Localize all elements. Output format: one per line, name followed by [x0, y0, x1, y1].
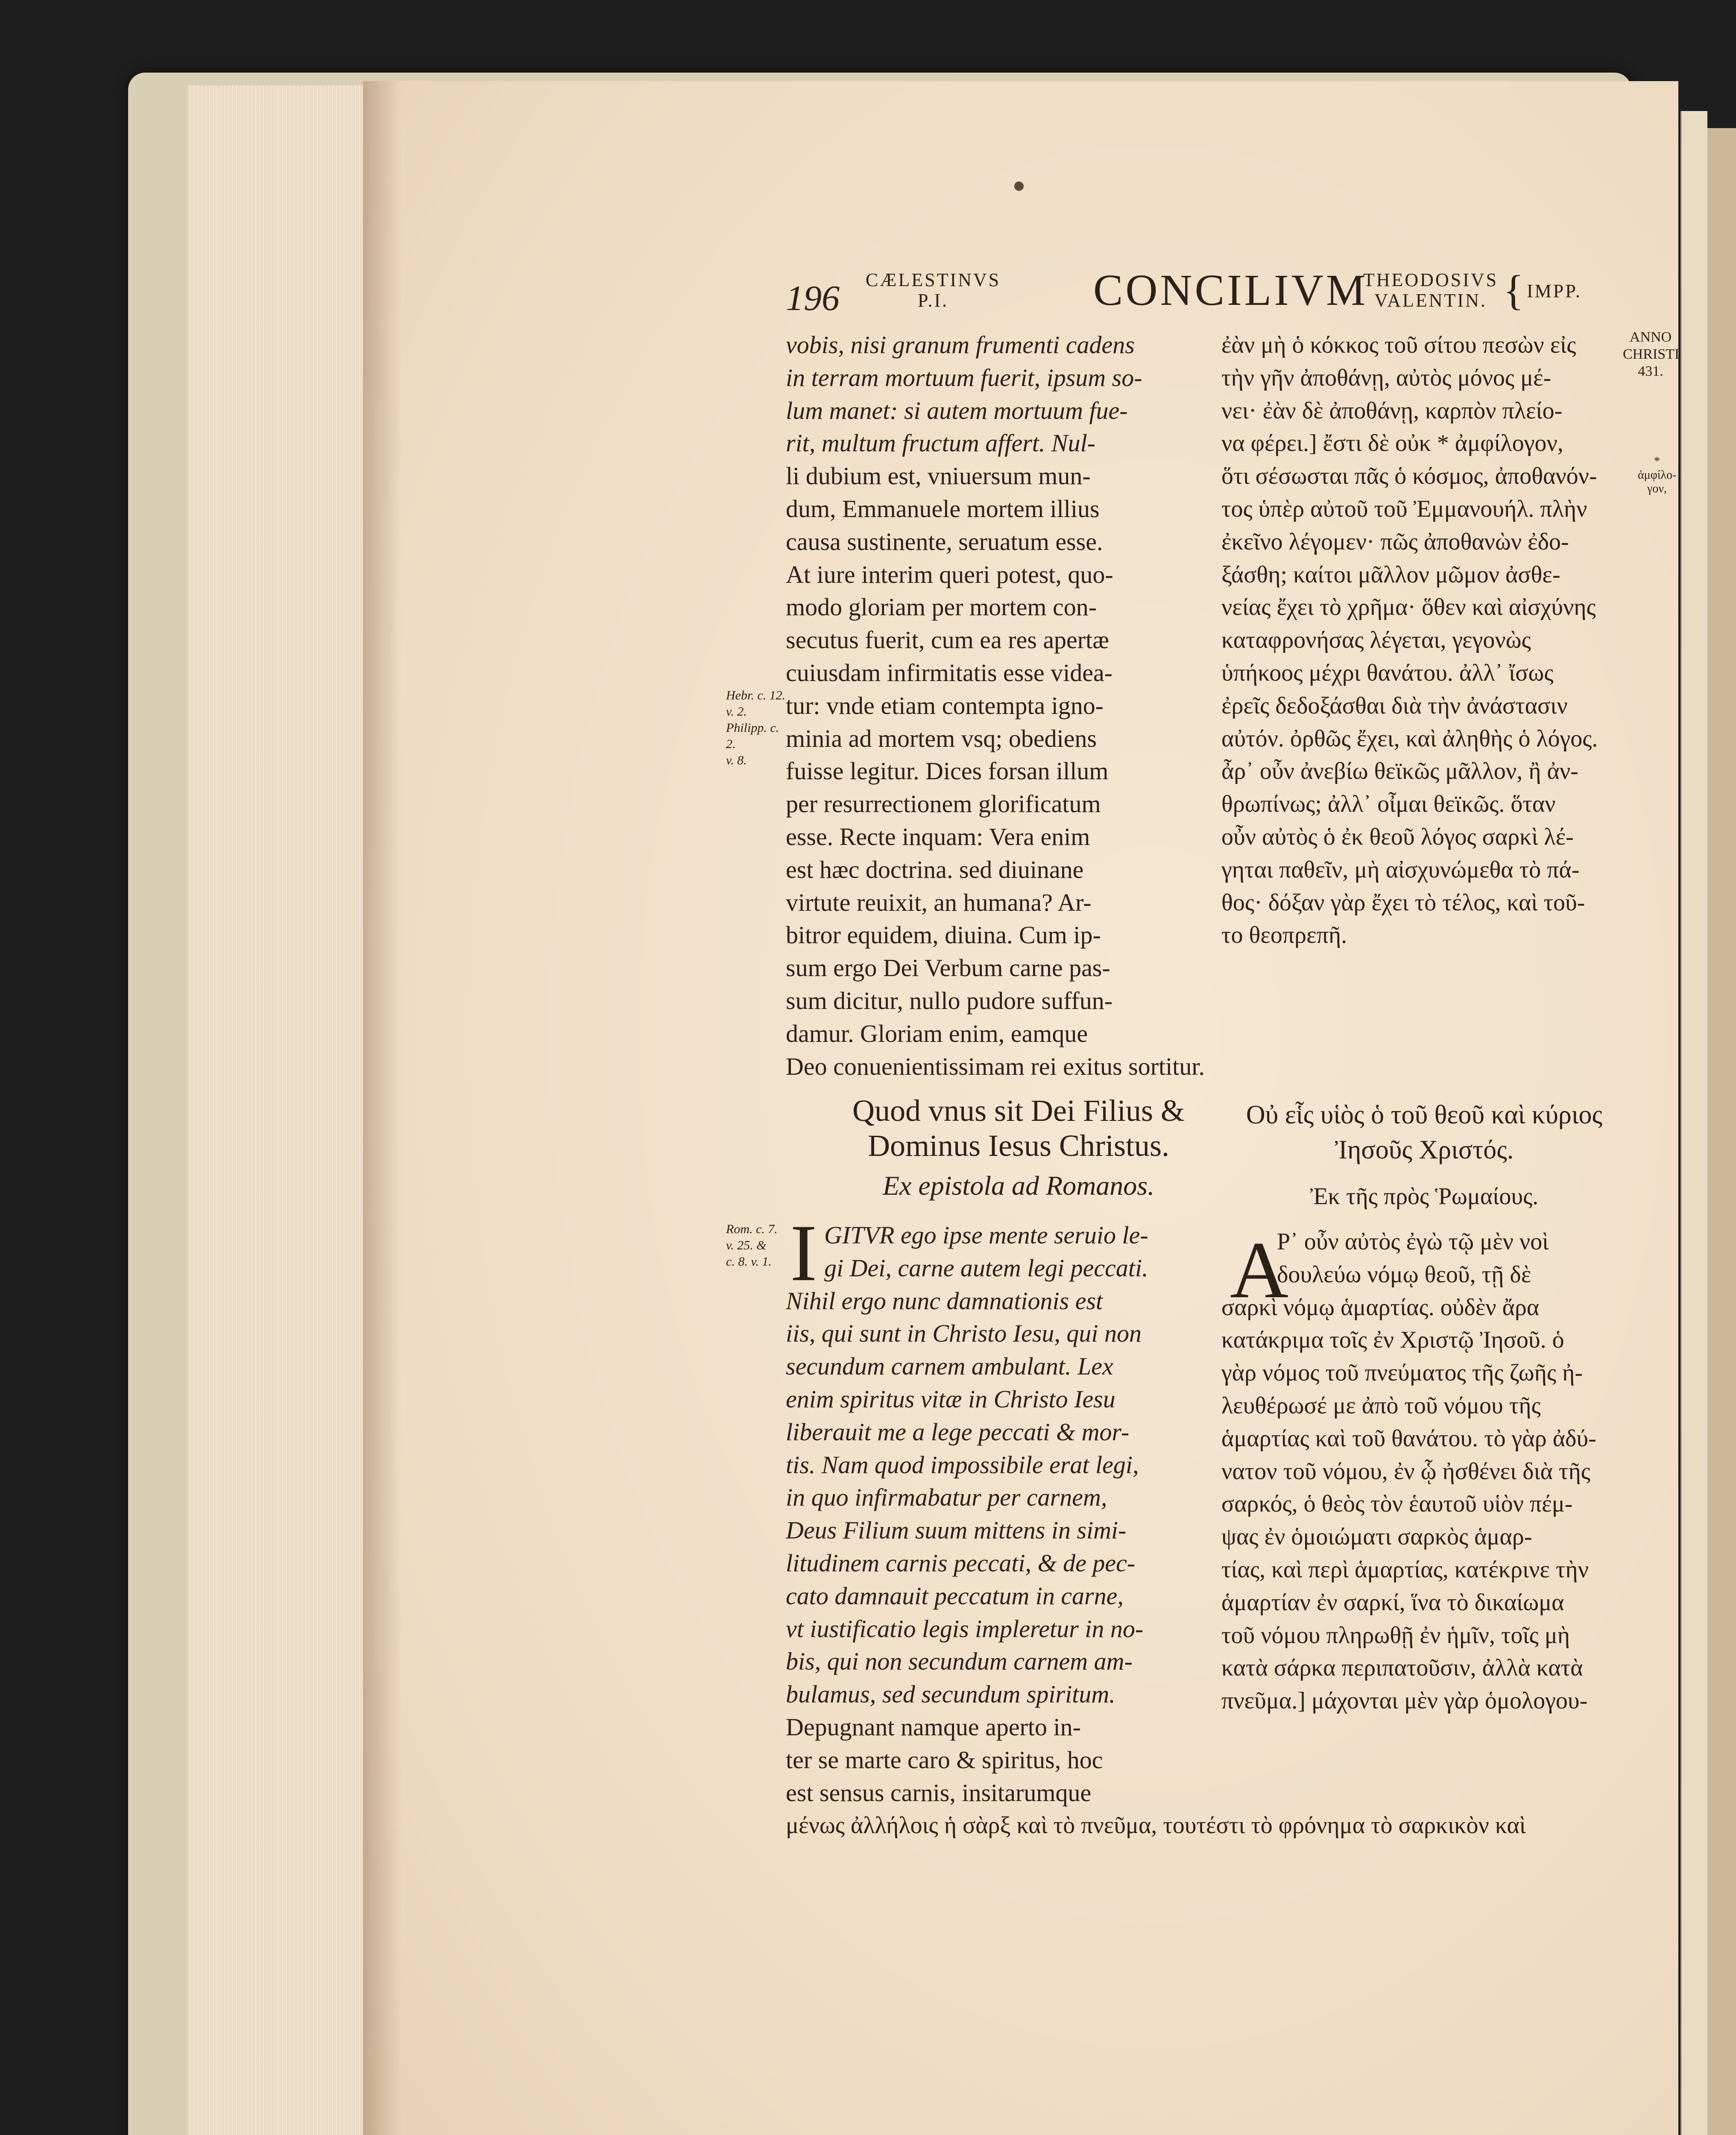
text-line: cato damnauit peccatum in carne, — [786, 1582, 1124, 1610]
section-heading-greek — [1221, 1097, 1627, 1167]
text-line: fuisse legitur. Dices forsan illum — [786, 757, 1109, 785]
year: 431. — [1638, 363, 1663, 379]
text-line: ἐκεῖνο λέγομεν· πῶς ἀποθανὼν ἐδο- — [1221, 528, 1569, 555]
text-line: οὖν αὐτὸς ὁ ἐκ θεοῦ λόγος σαρκὶ λέ- — [1221, 823, 1574, 850]
text-line: ἁμαρτίας καὶ τοῦ θανάτου. τὸ γὰρ ἀδύ- — [1221, 1425, 1596, 1452]
dropcap-latin: I — [790, 1208, 817, 1298]
text-line: γὰρ νόμος τοῦ πνεύματος τῆς ζωῆς ἠ- — [1221, 1360, 1583, 1386]
text-line: αὐτόν. ὀρθῶς ἔχει, καὶ ἀληθὴς ὁ λόγος. — [1221, 725, 1598, 752]
text-line: ter se marte caro & spiritus, hoc — [786, 1746, 1103, 1774]
text-line: θρωπίνως; ἀλλ᾽ οἶμαι θεϊκῶς. ὅταν — [1221, 791, 1556, 818]
text-line: ἁμαρτίαν ἐν σαρκί, ἵνα τὸ δικαίωμα — [1221, 1589, 1564, 1616]
text-line: νείας ἔχει τὸ χρῆμα· ὅθεν καὶ αἰσχύνης — [1221, 594, 1596, 621]
final-greek-line: μένως ἀλλήλοις ἡ σὰρξ καὶ τὸ πνεῦμα, τουτέστι τὸ φρόνημα τὸ σαρκικὸν καὶ — [786, 1812, 1526, 1839]
brace: { — [1503, 266, 1524, 314]
text-line: Nihil ergo nunc damnationis est — [786, 1287, 1103, 1315]
text-line: σαρκός, ὁ θεὸς τὸν ἑαυτοῦ υἱὸν πέμ- — [1221, 1491, 1573, 1518]
ink-spot — [1014, 181, 1024, 191]
text-line: νει· ἐὰν δὲ ἀποθάνῃ, καρπὸν πλείο- — [1221, 397, 1563, 424]
text-line: Ρ᾽ οὖν αὐτὸς ἐγὼ τῷ μὲν νοὶ — [1277, 1228, 1549, 1255]
text-line: ξάσθη; καίτοι μᾶλλον μῶμον ἀσθε- — [1221, 561, 1560, 588]
text-line: tis. Nam quod impossibile erat legi, — [786, 1451, 1139, 1479]
text-line: secutus fuerit, cum ea res apertæ — [786, 626, 1109, 654]
text-line: bitror equidem, diuina. Cum ip- — [786, 921, 1101, 949]
margin-ref-rom — [726, 1221, 790, 1270]
text-line: modo gloriam per mortem con- — [786, 593, 1097, 621]
text-line: vobis, nisi granum frumenti cadens — [786, 331, 1135, 359]
text-line: virtute reuixit, an humana? Ar- — [786, 888, 1092, 916]
margin-note-greek-2: γον, — [1647, 482, 1667, 495]
text-line: est hæc doctrina. sed diuinane — [786, 855, 1084, 883]
heading-line: Ἰησοῦς Χριστός. — [1335, 1135, 1514, 1164]
text-line: GITVR ego ipse mente seruio le- — [824, 1221, 1148, 1249]
text-line: νατον τοῦ νόμου, ἐν ᾧ ἠσθένει διὰ τῆς — [1221, 1458, 1590, 1485]
greek-column-bottom — [1221, 1225, 1631, 1717]
text-line: esse. Recte inquam: Vera enim — [786, 822, 1090, 851]
margin-ref-hebr — [726, 687, 790, 769]
heading-line: Quod vnus sit Dei Filius & — [852, 1094, 1185, 1128]
text-line: Depugnant namque aperto in- — [786, 1713, 1081, 1741]
text-line: in quo infirmabatur per carnem, — [786, 1483, 1107, 1512]
text-line: σαρκὶ νόμῳ ἁμαρτίας. οὐδὲν ἄρα — [1221, 1294, 1540, 1321]
subheading-latin: Ex epistola ad Romanos. — [882, 1170, 1155, 1201]
text-line: vt iustificatio legis impleretur in no- — [786, 1614, 1144, 1643]
text-line: minia ad mortem vsq; obediens — [786, 724, 1097, 752]
text-line: sum ergo Dei Verbum carne pas- — [786, 954, 1110, 982]
margin-note-greek — [1638, 455, 1676, 496]
text-line: καταφρονήσας λέγεται, γεγονὼς — [1221, 627, 1531, 654]
text-line: iis, qui sunt in Christo Iesu, qui non — [786, 1319, 1142, 1348]
text-line: est sensus carnis, insitarumque — [786, 1778, 1092, 1807]
text-line: ἐρεῖς δεδοξάσθαι διὰ τὴν ἀνάστασιν — [1221, 692, 1568, 719]
margin-note-greek-1: * ἀμφίλο- — [1638, 455, 1677, 482]
text-line: dum, Emmanuele mortem illius — [786, 494, 1100, 523]
ref-line: Rom. c. 7. — [726, 1222, 778, 1236]
text-line: ὅτι σέσωσται πᾶς ὁ κόσμος, ἀποθανόν- — [1221, 463, 1597, 490]
text-line: lum manet: si autem mortuum fue- — [786, 396, 1128, 424]
text-line: bulamus, sed secundum spiritum. — [786, 1680, 1115, 1708]
text-line: causa sustinente, seruatum esse. — [786, 527, 1103, 556]
ref-line: v. 8. — [726, 753, 747, 767]
text-line: ψας ἐν ὁμοιώματι σαρκὸς ἁμαρ- — [1221, 1524, 1532, 1550]
text-line: γηται παθεῖν, μὴ αἰσχυνώμεθα τὸ πά- — [1221, 856, 1580, 883]
header-pi: P.I. — [917, 290, 949, 311]
heading-line: Dominus Iesus Christus. — [867, 1129, 1170, 1163]
ref-line: Hebr. c. 12. — [726, 688, 786, 702]
header-caelestinus: CÆLESTINVS — [865, 269, 1001, 290]
text-line: damur. Gloriam enim, eamque — [786, 1019, 1088, 1047]
header-theodosius: THEODOSIVS — [1363, 269, 1499, 290]
text-line: ἐὰν μὴ ὁ κόκκος τοῦ σίτου πεσὼν εἰς — [1221, 332, 1576, 358]
section-heading-latin — [790, 1093, 1247, 1163]
text-line: λευθέρωσέ με ἀπὸ τοῦ νόμου τῆς — [1221, 1392, 1541, 1419]
text-line: θος· δόξαν γὰρ ἔχει τὸ τέλος, καὶ τοῦ- — [1221, 889, 1585, 916]
subheading-greek: Ἐκ τῆς πρὸς Ῥωμαίους. — [1310, 1183, 1539, 1210]
header-left-small — [856, 270, 1010, 311]
ref-line: Philipp. c. 2. — [726, 721, 779, 751]
page-edges — [188, 85, 367, 2135]
latin-column-bottom — [786, 1219, 1251, 1809]
text-line: το θεοπρεπῆ. — [1221, 922, 1347, 949]
text-line: sum dicitur, nullo pudore suffun- — [786, 986, 1113, 1015]
heading-line: Οὐ εἷς υἱὸς ὁ τοῦ θεοῦ καὶ κύριος — [1246, 1100, 1603, 1129]
text-line: Deus Filium suum mittens in simi- — [786, 1516, 1127, 1544]
text-line: in terram mortuum fuerit, ipsum so- — [786, 363, 1142, 392]
text-line: τίας, καὶ περὶ ἁμαρτίας, κατέκρινε τὴν — [1221, 1556, 1589, 1583]
text-line: cuiusdam infirmitatis esse videa- — [786, 658, 1113, 687]
text-line: Deo conuenientissimam rei exitus sortitur. — [786, 1052, 1205, 1080]
text-line: per resurrectionem glorificatum — [786, 790, 1101, 818]
text-line: τος ὑπὲρ αὐτοῦ τοῦ Ἐμμανουήλ. πλὴν — [1221, 495, 1587, 522]
text-line: κατάκριμα τοῖς ἐν Χριστῷ Ἰησοῦ. ὁ — [1221, 1327, 1564, 1354]
text-line: rit, multum fructum affert. Nul- — [786, 429, 1095, 457]
text-line: gi Dei, carne autem legi peccati. — [824, 1254, 1148, 1282]
text-line: τὴν γῆν ἀποθάνῃ, αὐτὸς μόνος μέ- — [1221, 364, 1552, 391]
dropcap-greek: A — [1230, 1225, 1289, 1315]
text-line: litudinem carnis peccati, & de pec- — [786, 1549, 1136, 1577]
header-valentin: VALENTIN. — [1374, 290, 1487, 311]
text-line: πνεῦμα.] μάχονται μὲν γὰρ ὁμολογου- — [1221, 1688, 1588, 1714]
gutter-shadow — [363, 81, 401, 2135]
text-line: να φέρει.] ἔστι δὲ οὐκ * ἀμφίλογον, — [1221, 430, 1563, 457]
text-line: liberauit me a lege peccati & mor- — [786, 1418, 1130, 1446]
greek-column-top — [1221, 329, 1631, 952]
text-line: secundum carnem ambulant. Lex — [786, 1352, 1113, 1380]
latin-column-top — [786, 329, 1251, 1083]
text-line: bis, qui non secundum carnem am- — [786, 1647, 1133, 1676]
text-line: δουλεύω νόμῳ θεοῦ, τῇ δὲ — [1277, 1261, 1531, 1288]
text-line: li dubium est, vniuersum mun- — [786, 462, 1091, 490]
text-line: tur: vnde etiam contempta igno- — [786, 691, 1104, 719]
page-number: 196 — [786, 278, 840, 318]
text-line: ἆρ᾽ οὖν ἀνεβίω θεϊκῶς μᾶλλον, ἢ ἀν- — [1221, 758, 1578, 785]
header-impp: IMPP. — [1527, 281, 1582, 301]
text-line: κατὰ σάρκα περιπατοῦσιν, ἀλλὰ κατὰ — [1221, 1655, 1583, 1682]
ref-line: v. 2. — [726, 705, 747, 719]
anno: ANNO — [1629, 329, 1672, 345]
text-line: ὑπήκοος μέχρι θανάτου. ἀλλ᾽ ἴσως — [1221, 659, 1554, 686]
christi: CHRISTI — [1623, 346, 1680, 362]
running-title: CONCILIVM — [1093, 266, 1368, 315]
ref-line: v. 25. & — [726, 1238, 767, 1252]
text-line: At iure interim queri potest, quo- — [786, 560, 1113, 588]
opposite-leaf — [1680, 111, 1707, 2135]
text-line: τοῦ νόμου πληρωθῇ ἐν ἡμῖν, τοῖς μὴ — [1221, 1622, 1570, 1649]
ref-line: c. 8. v. 1. — [726, 1255, 772, 1269]
text-line: enim spiritus vitæ in Christo Iesu — [786, 1385, 1115, 1413]
header-right-small — [1354, 270, 1508, 311]
